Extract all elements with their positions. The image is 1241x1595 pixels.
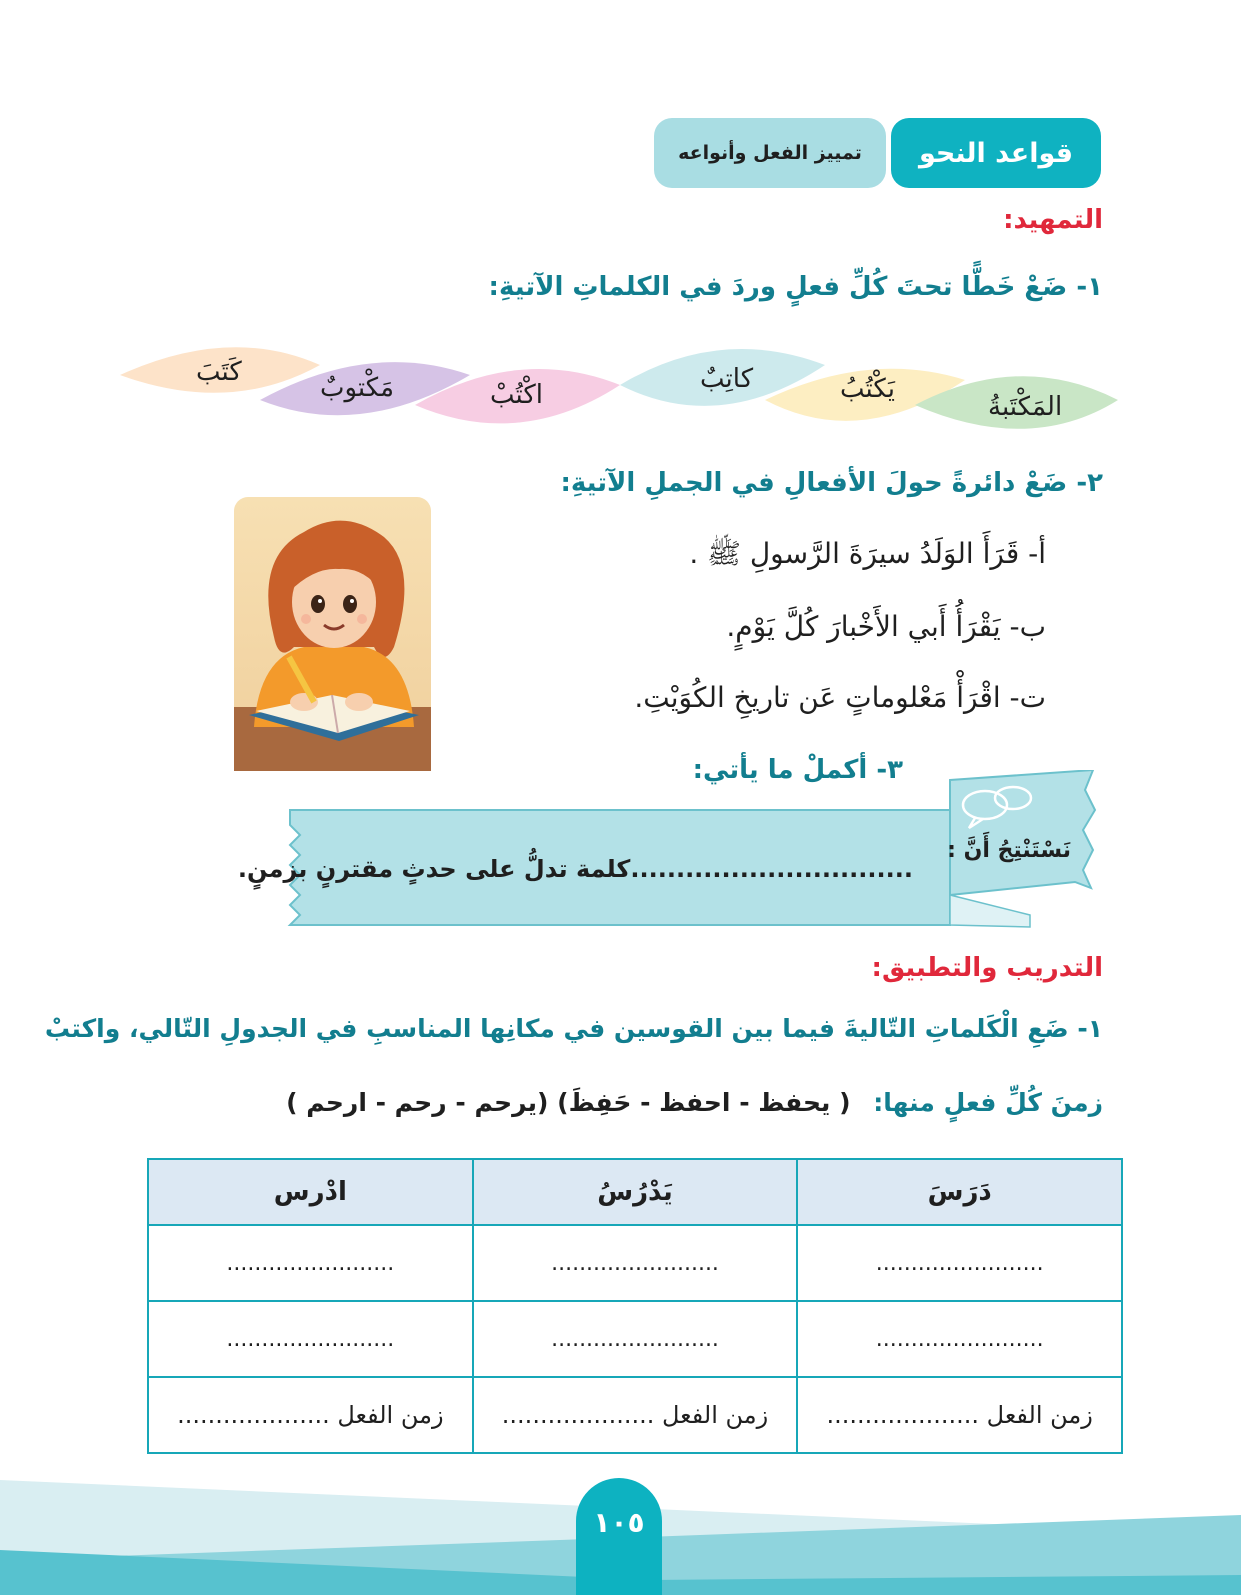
girl-reading-illustration: [234, 497, 431, 771]
word-groups: ( يحفظ - احفظ - حَفِظَ) (يرحم - رحم - ارحم ): [286, 1088, 851, 1117]
question-3: ٣- أكملْ ما يأتي:: [692, 755, 903, 785]
table-row-tense: [148, 1377, 1122, 1453]
practice-heading: التدريب والتطبيق:: [871, 953, 1103, 983]
page-number: ١٠٥: [576, 1478, 662, 1595]
blank-cell[interactable]: ........................: [148, 1301, 473, 1377]
conclusion-text[interactable]: ...............................كلمة تدلُّ على حدثٍ مقترنٍ بزمنٍ.: [237, 855, 913, 883]
tense-cell[interactable]: زمن الفعل ....................: [473, 1377, 798, 1453]
section-tab[interactable]: قواعد النحو: [891, 118, 1101, 188]
blank-cell[interactable]: ........................: [473, 1301, 798, 1377]
practice-question-prefix: زمنَ كُلِّ فعلٍ منها:: [873, 1088, 1103, 1117]
table-header-present: يَدْرُسُ: [473, 1159, 798, 1225]
word-1[interactable]: المَكْتَبةُ: [988, 392, 1063, 422]
tense-cell[interactable]: زمن الفعل ....................: [148, 1377, 473, 1453]
word-2[interactable]: يَكْتُبُ: [840, 374, 895, 404]
word-6[interactable]: كَتَبَ: [196, 357, 242, 387]
verbs-table: [147, 1158, 1123, 1454]
table-header-row: [148, 1159, 1122, 1225]
blank-cell[interactable]: ........................: [148, 1225, 473, 1301]
word-3[interactable]: كاتِبٌ: [700, 364, 754, 394]
table-row: [148, 1301, 1122, 1377]
conclusion-label: نَسْتَنْتِجُ أَنَّ :: [947, 838, 1071, 863]
table-header-imperative: ادْرس: [148, 1159, 473, 1225]
intro-heading: التمهيد:: [1003, 205, 1103, 235]
blank-cell[interactable]: ........................: [797, 1301, 1122, 1377]
word-5[interactable]: مَكْتوبٌ: [320, 373, 395, 403]
table-row: [148, 1225, 1122, 1301]
sentence-a[interactable]: أ- قَرَأَ الوَلَدُ سيرَةَ الرَّسولِ ﷺ .: [689, 537, 1046, 570]
question-2: ٢- ضَعْ دائرةً حولَ الأفعالِ في الجملِ الآتيةِ:: [560, 468, 1103, 498]
practice-question-line2: [286, 1088, 1103, 1117]
question-1: ١- ضَعْ خَطًّا تحتَ كُلِّ فعلٍ وردَ في الكلماتِ الآتيةِ:: [488, 272, 1103, 302]
table-header-past: دَرَسَ: [797, 1159, 1122, 1225]
practice-question-line1: ١- ضَعِ الْكَلماتِ التّاليةَ فيما بين القوسين في مكانِها المناسبِ في الجدولِ التّالي، واكتبْ: [44, 1014, 1103, 1043]
word-leaves: [0, 330, 1241, 440]
blank-cell[interactable]: ........................: [797, 1225, 1122, 1301]
word-4[interactable]: اكْتُبْ: [490, 380, 543, 410]
blank-cell[interactable]: ........................: [473, 1225, 798, 1301]
topic-tab[interactable]: تمييز الفعل وأنواعه: [654, 118, 886, 188]
tense-cell[interactable]: زمن الفعل ....................: [797, 1377, 1122, 1453]
sentence-b[interactable]: ب- يَقْرَأُ أَبي الأَخْبارَ كُلَّ يَوْمٍ.: [726, 610, 1046, 643]
sentence-c[interactable]: ت- اقْرَأْ مَعْلوماتٍ عَن تاريخِ الكُوَيْتِ.: [634, 681, 1046, 714]
